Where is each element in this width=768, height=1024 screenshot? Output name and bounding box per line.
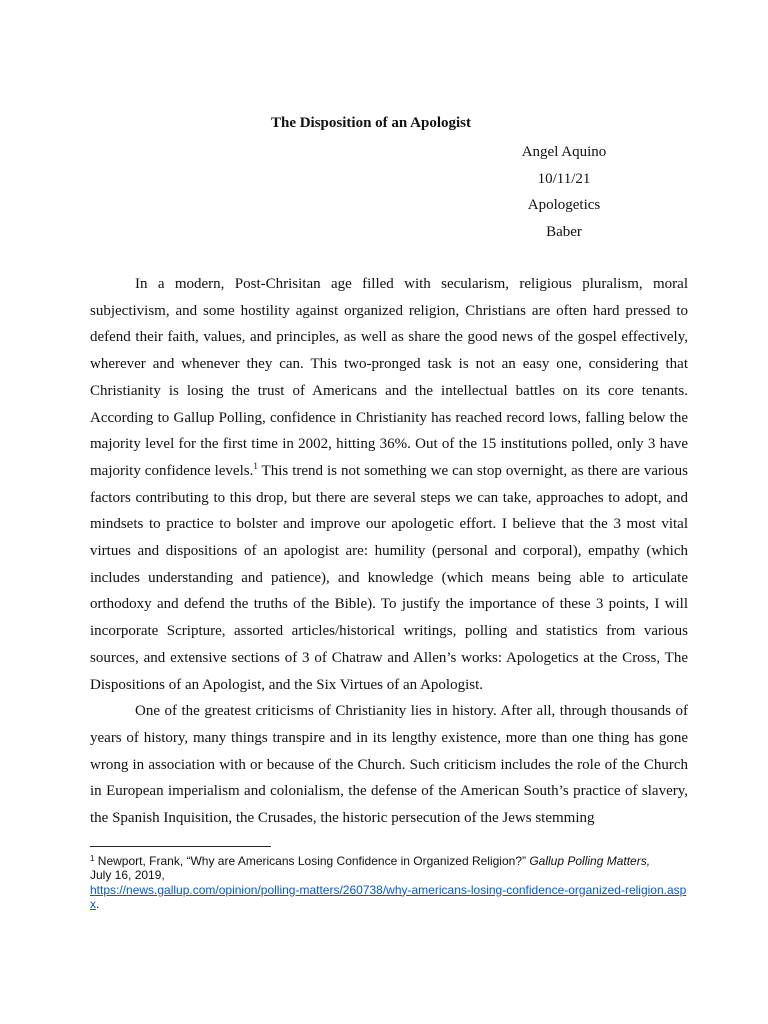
footnote-number: 1 xyxy=(90,854,95,863)
footnote-link[interactable]: https://news.gallup.com/opinion/polling-matters/260738/why-americans-losing-confidence-organized-religion.aspx xyxy=(90,882,687,911)
author-name: Angel Aquino xyxy=(521,144,607,160)
document-date: 10/11/21 xyxy=(537,170,591,187)
footnote-citation: Newport, Frank, “Why are Americans Losing Confidence in Organized Religion?” xyxy=(94,854,530,868)
footnote-date: July 16, 2019, xyxy=(90,868,165,883)
instructor-name: Baber xyxy=(546,224,582,241)
document-body xyxy=(90,271,688,832)
header-block xyxy=(464,139,664,246)
paragraph-1 xyxy=(90,271,688,698)
document-title: The Disposition of an Apologist xyxy=(270,115,472,131)
footnote-separator xyxy=(90,846,271,847)
footnote xyxy=(90,854,690,911)
footnote-url-suffix: . xyxy=(96,896,100,911)
paragraph-1-text-a: In a modern, Post-Chrisitan age filled with secularism, religious pluralism, moral subjectivism, and some hostility against organized religion, Christians are often hard pressed to defend their faith, values, and principles, as well as share the good news of the gospel effectively, wherever and whenever they can. This two-pronged task is not an easy one, considering that Christianity is losing the trust of Americans and the intellectual battles on its core tenants. According to Gallup Polling, confidence in Christianity has reached record lows, falling below the majority level for the first time in 2002, hitting 36%. Out of the 15 institutions polled, only 3 have majority confidence levels. xyxy=(90,276,688,479)
paragraph-1-text-b: This trend is not something we can stop overnight, as there are various factors contributing to this drop, but there are several steps we can take, approaches to adopt, and mindsets to practice to bolster and improve our apologetic effort. I believe that the 3 most vital virtues and dispositions of an apologist are: humility (personal and corporal), empathy (which includes understanding and patience), and knowledge (which means being able to articulate orthodoxy and defend the truths of the Bible). To justify the importance of these 3 points, I will incorporate Scripture, assorted articles/historical writings, polling and statistics from various sources, and extensive sections of 3 of Chatraw and Allen’s works: Apologetics at the Cross, The Dispositions of an Apologist, and the Six Virtues of an Apologist. xyxy=(90,462,688,693)
course-name: Apologetics xyxy=(527,197,601,214)
paragraph-2: One of the greatest criticisms of Christianity lies in history. After all, through thousands of years of history, many things transpire and in its lengthy existence, more than one thing has gone wrong in association with or because of the Church. Such criticism includes the role of the Church in European imperialism and colonialism, the defense of the American South’s practice of slavery, the Spanish Inquisition, the Crusades, the historic persecution of the Jews stemming xyxy=(90,703,688,827)
footnote-reference[interactable]: 1 xyxy=(253,460,258,471)
footnote-source: Gallup Polling Matters, xyxy=(529,854,651,868)
